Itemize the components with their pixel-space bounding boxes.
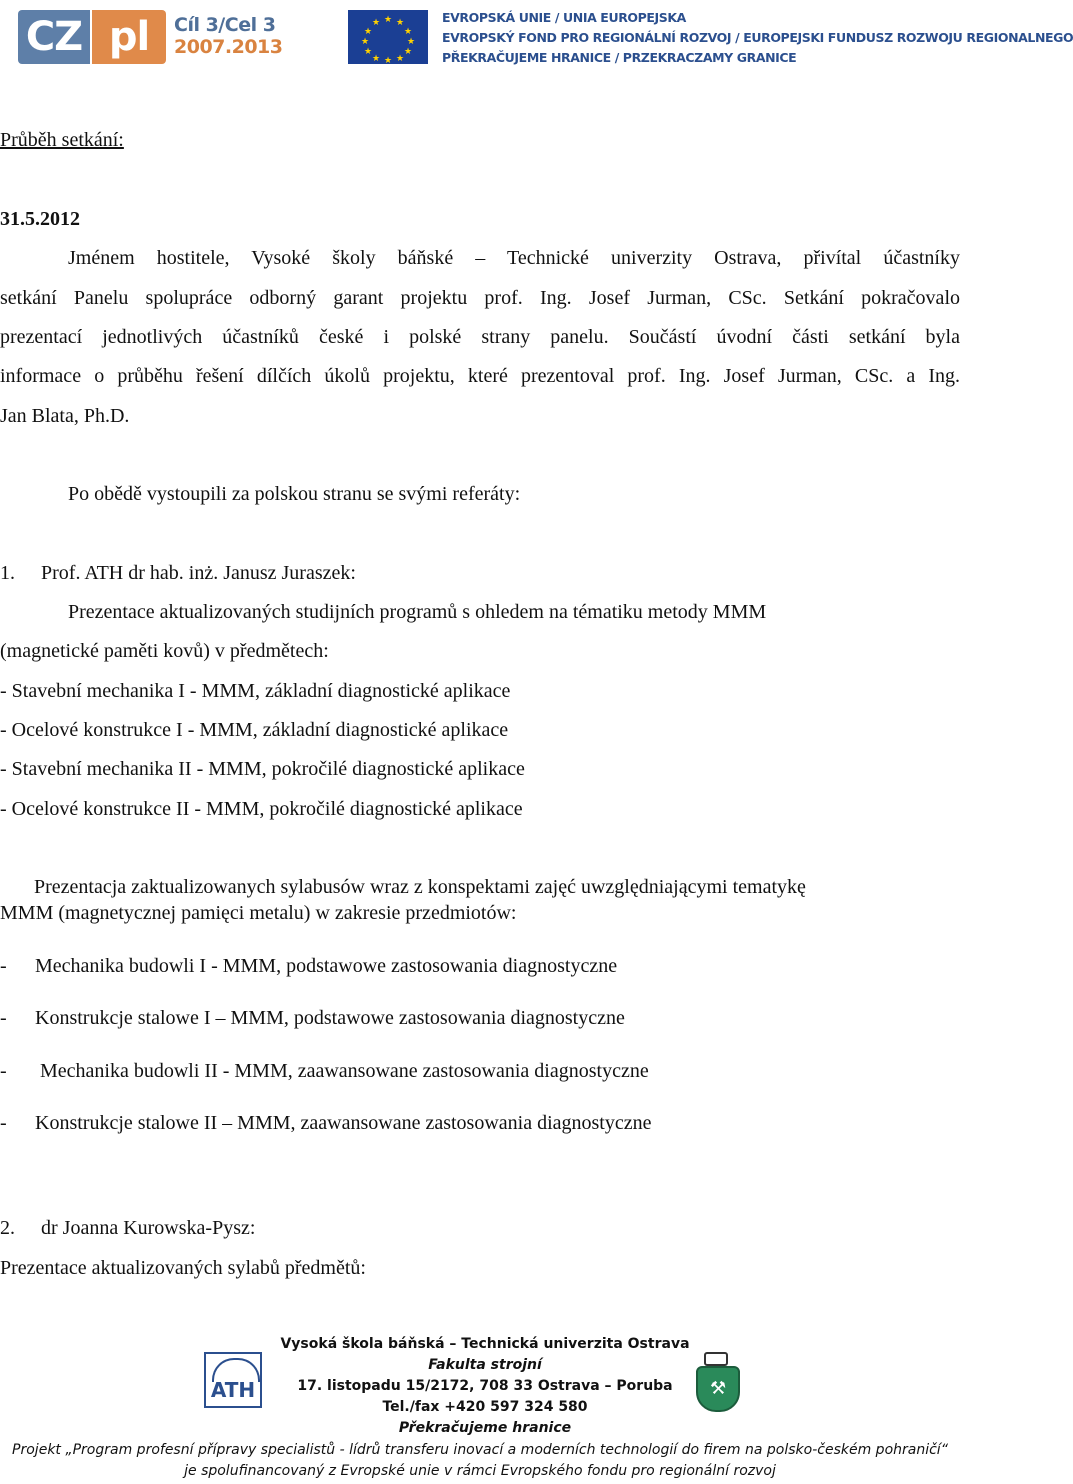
- header-logos: [18, 8, 1073, 68]
- eu-line-1: EVROPSKÁ UNIE / UNIA EUROPEJSKA: [442, 10, 686, 25]
- speaker1-name: Prof. ATH dr hab. inż. Janusz Juraszek:: [41, 562, 356, 584]
- cil-years: 2007.2013: [174, 36, 283, 58]
- pl-list-dash: -: [0, 1112, 7, 1134]
- cz-list-item: - Stavební mechanika I - MMM, základní diagnostické aplikace: [0, 680, 511, 702]
- footer-project-line-2: je spolufinancovaný z Evropské unie v rámci Evropského fondu pro regionální rozvoj: [184, 1463, 776, 1479]
- cz-list-item: - Stavební mechanika II - MMM, pokročilé diagnostické aplikace: [0, 758, 525, 780]
- speaker2-topic: Prezentace aktualizovaných sylabů předmětů:: [0, 1257, 366, 1279]
- cz-list-item: - Ocelové konstrukce I - MMM, základní diagnostické aplikace: [0, 719, 509, 741]
- vsb-crown-icon: [704, 1352, 728, 1366]
- intro-line-1: Jménem hostitele, Vysoké školy báňské – Technické univerzity Ostrava, přivítal účastníky: [68, 247, 960, 269]
- footer-address-block: [280, 1334, 690, 1439]
- pl-list-item: Konstrukcje stalowe I – MMM, podstawowe zastosowania diagnostyczne: [35, 1007, 625, 1029]
- pl-list-dash: -: [0, 1007, 7, 1029]
- footer-phone: Tel./fax +420 597 324 580: [382, 1399, 588, 1415]
- czpl-logo: [18, 10, 166, 64]
- speaker1-number: 1.: [0, 562, 15, 584]
- ath-logo-text: ATH: [210, 1378, 256, 1402]
- footer-faculty: Fakulta strojní: [428, 1357, 542, 1373]
- meeting-date: 31.5.2012: [0, 208, 80, 230]
- cil3-logo: [174, 14, 282, 58]
- intro-line-4: informace o průběhu řešení dílčích úkolů projektu, které prezentoval prof. Ing. Josef Jurman, CSc. a Ing.: [0, 365, 960, 387]
- eu-line-3: PŘEKRAČUJEME HRANICE / PRZEKRACZAMY GRANICE: [442, 50, 797, 65]
- vsb-hammers-icon: ⚒: [710, 1378, 727, 1399]
- pl-list-item: Konstrukcje stalowe II – MMM, zaawansowane zastosowania diagnostyczne: [35, 1112, 652, 1134]
- vsb-emblem-icon: [690, 1352, 742, 1410]
- meeting-heading: Průběh setkání:: [0, 129, 124, 151]
- footer-university: Vysoká škola báňská – Technická univerzita Ostrava: [280, 1336, 690, 1352]
- pl-intro-line-1: Prezentacja zaktualizowanych sylabusów wraz z konspektami zajęć uwzględniającymi tematykę: [34, 876, 806, 898]
- footer-address: 17. listopadu 15/2172, 708 33 Ostrava – Poruba: [297, 1378, 673, 1394]
- pl-intro-line-2: MMM (magnetycznej pamięci metalu) w zakresie przedmiotów:: [0, 902, 517, 924]
- pl-list-item: Mechanika budowli I - MMM, podstawowe zastosowania diagnostyczne: [35, 955, 618, 977]
- intro-line-2: setkání Panelu spolupráce odborný garant projektu prof. Ing. Josef Jurman, CSc. Setkání pokračovalo: [0, 287, 960, 309]
- logo-pl: pl: [92, 10, 166, 64]
- pl-list-item: Mechanika budowli II - MMM, zaawansowane zastosowania diagnostyczne: [40, 1060, 649, 1082]
- footer-project-note: [0, 1440, 960, 1482]
- ath-logo: [204, 1352, 262, 1408]
- logo-cz: CZ: [18, 10, 90, 64]
- cz-list-item: - Ocelové konstrukce II - MMM, pokročilé diagnostické aplikace: [0, 798, 523, 820]
- eu-line-2: EVROPSKÝ FOND PRO REGIONÁLNÍ ROZVOJ / EUROPEJSKI FUNDUSZ ROZWOJU REGIONALNEGO: [442, 30, 1073, 45]
- footer-motto: Překračujeme hranice: [398, 1420, 572, 1436]
- pl-list-dash: -: [0, 1060, 7, 1082]
- speaker2-number: 2.: [0, 1217, 15, 1239]
- speaker2-name: dr Joanna Kurowska-Pysz:: [41, 1217, 256, 1239]
- cil-title: Cíl 3/Cel 3: [174, 14, 276, 36]
- eu-flag-icon: ★ ★ ★ ★ ★ ★ ★ ★ ★ ★ ★ ★: [348, 10, 428, 64]
- intro-line-3: prezentací jednotlivých účastníků české i polské strany panelu. Součástí úvodní části setkání byla: [0, 326, 960, 348]
- intro-line-5: Jan Blata, Ph.D.: [0, 405, 130, 427]
- pl-list-dash: -: [0, 955, 7, 977]
- eu-fund-text: [442, 8, 1073, 68]
- cz-intro-line-1: Prezentace aktualizovaných studijních programů s ohledem na tématiku metody MMM: [68, 601, 767, 623]
- footer-project-line-1: Projekt „Program profesní přípravy specialistů - lídrů transferu inovací a moderních technologií do firem na polsko-českém pohraničí“: [12, 1442, 948, 1458]
- after-lunch-text: Po obědě vystoupili za polskou stranu se svými referáty:: [68, 483, 521, 505]
- cz-intro-line-2: (magnetické paměti kovů) v předmětech:: [0, 640, 329, 662]
